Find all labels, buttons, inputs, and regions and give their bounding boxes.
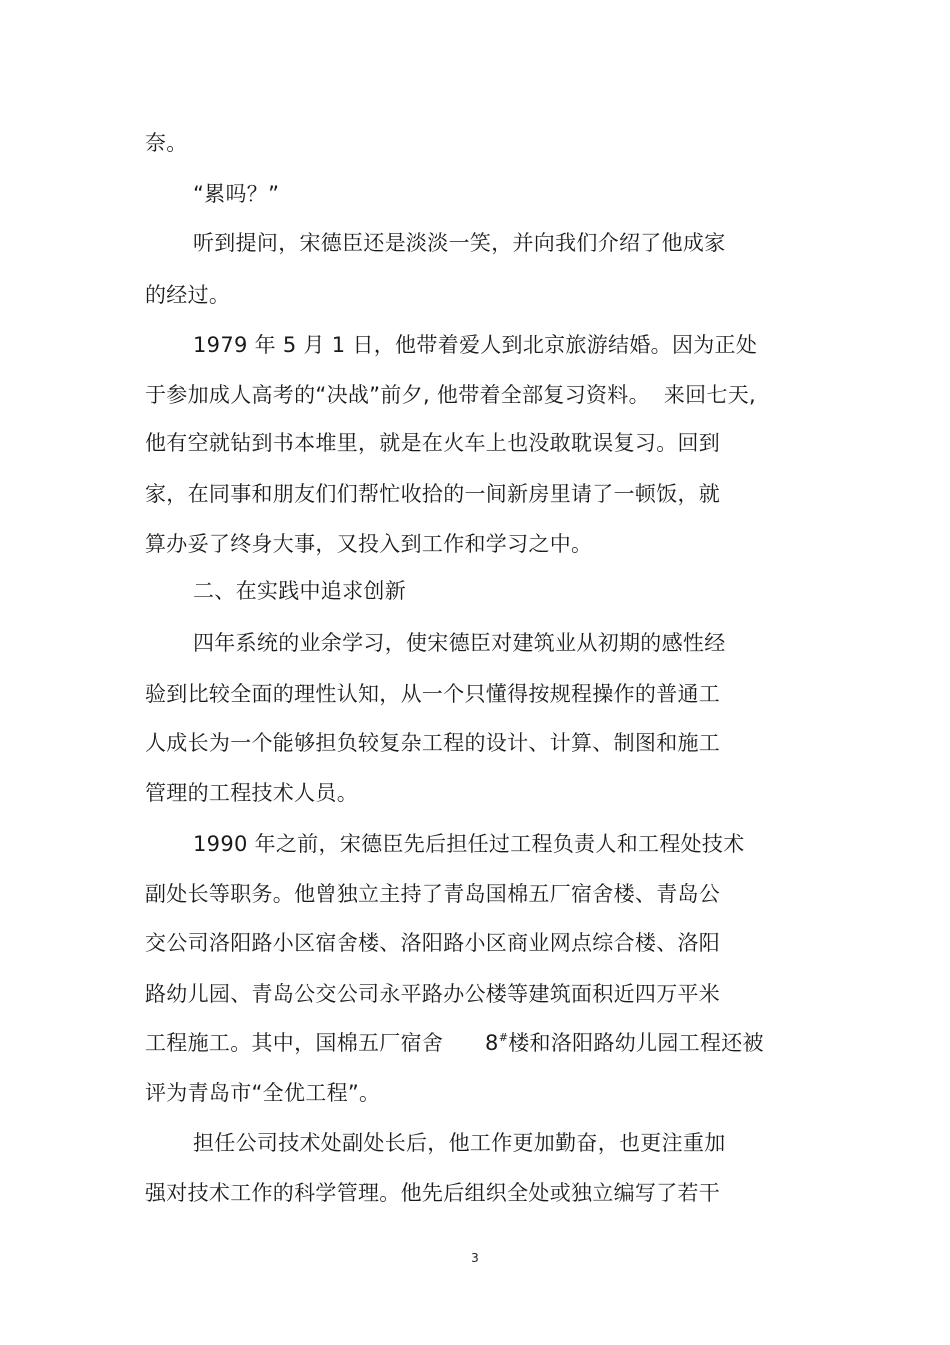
text-line: 他有空就钻到书本堆里，就是在火车上也没敢耽误复习。回到 [145, 431, 721, 455]
text-line: 强对技术工作的科学管理。他先后组织全处或独立编写了若干 [145, 1181, 721, 1205]
text-line: 1990 年之前，宋德臣先后担任过工程负责人和工程处技术 [193, 832, 745, 856]
text-line: 验到比较全面的理性认知，从一个只懂得按规程操作的普通工 [145, 682, 721, 706]
text-line: 四年系统的业余学习，使宋德臣对建筑业从初期的感性经 [193, 631, 726, 655]
text-line: 算办妥了终身大事，又投入到工作和学习之中。 [145, 532, 593, 556]
text-line [145, 1028, 764, 1058]
text-segment: 楼和洛阳路幼儿园工程还被 [508, 1031, 764, 1055]
text-line: 的经过。 [145, 283, 231, 307]
text-line: 交公司洛阳路小区宿舍楼、洛阳路小区商业网点综合楼、洛阳 [145, 931, 721, 955]
text-line: 听到提问，宋德臣还是淡淡一笑，并向我们介绍了他成家 [193, 231, 726, 255]
section-heading: 二、在实践中追求创新 [193, 579, 406, 603]
text-line: 奈。 [145, 131, 188, 155]
number-sign-superscript: # [498, 1031, 509, 1044]
text-line: 家，在同事和朋友们们帮忙收拾的一间新房里请了一顿饭，就 [145, 482, 721, 506]
text-line: 1979 年 5 月 1 日，他带着爱人到北京旅游结婚。因为正处 [193, 333, 758, 357]
text-line: 管理的工程技术人员。 [145, 781, 358, 805]
text-line: 人成长为一个能够担负较复杂工程的设计、计算、制图和施工 [145, 731, 721, 755]
text-line: 路幼儿园、青岛公交公司永平路办公楼等建筑面积近四万平米 [145, 982, 721, 1006]
text-line: 评为青岛市“全优工程”。 [145, 1081, 381, 1105]
text-line: “累吗？” [193, 182, 280, 206]
text-line: 担任公司技术处副处长后，他工作更加勤奋，也更注重加 [193, 1131, 726, 1155]
page-number: 3 [471, 1251, 479, 1265]
text-line: 于参加成人高考的“决战”前夕, 他带着全部复习资料。 来回七天, [145, 383, 757, 407]
text-line: 副处长等职务。他曾独立主持了青岛国棉五厂宿舍楼、青岛公 [145, 882, 721, 906]
text-segment: 工程施工。其中，国棉五厂宿舍 8 [145, 1031, 499, 1055]
